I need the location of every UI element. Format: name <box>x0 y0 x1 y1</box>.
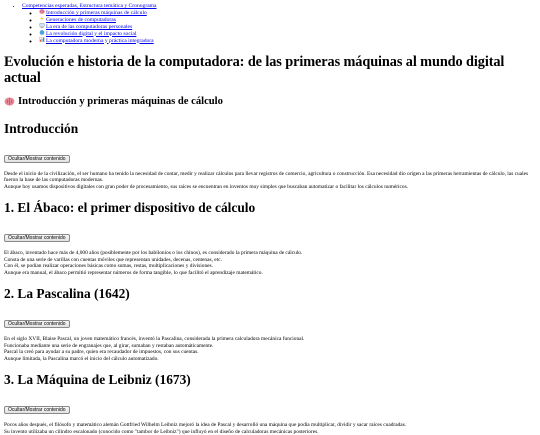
brain-icon <box>39 9 45 14</box>
bar-chart-icon <box>39 37 45 42</box>
text-line: Con él, se podían realizar operaciones básicas como sumas, restas, multiplicaciones y divisiones. <box>4 263 213 270</box>
text-line: El ábaco, inventado hace más de 4,000 años (posiblemente por los babilonios o los chinos), es considerado la primera máquina de cálculo. <box>4 250 303 257</box>
toc-main-link[interactable]: Competencias esperadas, Estructura temática y Cronograma <box>22 3 157 9</box>
text-line: Desde el inicio de la civilización, el ser humano ha tenido la necesidad de contar, medir y realizar cálculos para llevar registros de comercio, agricultura o construcción. Esa necesidad dio origen a las primeras herramientas de cálculo, las cuales fueron la base de las computadoras modernas. <box>4 170 529 184</box>
content-block-introduccion <box>4 121 536 191</box>
text-line: Funcionaba mediante una serie de engranajes que, al girar, sumaban y restaban automáticamente. <box>4 342 214 349</box>
block-text <box>4 250 536 276</box>
block-text <box>4 171 536 191</box>
table-of-contents <box>4 3 536 44</box>
text-line: Aunque era manual, el ábaco permitió representar números de forma tangible, lo que facilitó el aprendizaje matemático. <box>4 269 263 276</box>
text-line: Su invento utilizaba un cilindro escalonado (conocido como "tambor de Leibniz") que influyó en el diseño de calculadoras mecánicas posteriores. <box>4 428 319 435</box>
text-line: Aunque hoy usamos dispositivos digitales con gran poder de procesamiento, sus raíces se encuentran en inventos muy simples que buscaban automatizar o facilitar los cálculos numéricos. <box>4 183 409 190</box>
toggle-content-button[interactable]: Ocultar/Mostrar contenido <box>4 320 70 328</box>
text-line: Aunque limitada, la Pascalina marcó el inicio del cálculo automatizado. <box>4 355 159 362</box>
toc-item-introduccion <box>39 9 536 16</box>
page-title: Evolución e historia de la computadora: de las primeras máquinas al mundo digital actual <box>4 53 505 86</box>
content-block-abaco <box>4 200 536 276</box>
section-heading <box>4 96 536 108</box>
toc-link-introduccion[interactable]: Introducción y primeras máquinas de cálculo <box>39 10 147 16</box>
text-line: Pascal la creó para ayudar a su padre, quien era recaudador de impuestos, con sus cuentas. <box>4 349 199 356</box>
toc-main-item <box>22 3 536 44</box>
toc-link-era-personales[interactable]: La era de las computadoras personales <box>39 24 132 30</box>
computer-icon <box>39 23 45 28</box>
toc-link-generaciones[interactable]: Generaciones de computadoras <box>39 17 116 23</box>
text-line: Pocos años después, el filósofo y matemático alemán Gottfried Wilhelm Leibniz mejoró la idea de Pascal y desarrolló una máquina que podía multiplicar, dividir y sacar raíces cuadradas. <box>4 422 407 429</box>
block-heading: Introducción <box>4 120 79 136</box>
block-text <box>4 422 536 435</box>
block-heading: 1. El Ábaco: el primer dispositivo de cálculo <box>4 200 256 216</box>
toc-item-moderna <box>39 37 536 44</box>
toggle-content-button[interactable]: Ocultar/Mostrar contenido <box>4 155 70 163</box>
globe-icon <box>39 30 45 35</box>
section-title: Introducción y primeras máquinas de cálculo <box>18 95 223 107</box>
lightning-icon <box>39 16 45 21</box>
brain-icon <box>4 97 15 106</box>
block-text <box>4 336 536 362</box>
text-line: En el siglo XVII, Blaise Pascal, un joven matemático francés, inventó la Pascalina, considerada la primera calculadora mecánica funcional. <box>4 336 305 343</box>
toc-link-moderna[interactable]: La computadora moderna y práctica integradora <box>39 38 154 44</box>
toggle-content-button[interactable]: Ocultar/Mostrar contenido <box>4 406 70 414</box>
toc-link-revolucion[interactable]: La revolución digital y el impacto social <box>39 31 136 37</box>
content-block-leibniz <box>4 372 536 435</box>
toc-item-revolucion <box>39 30 536 37</box>
toc-sublist <box>22 9 536 44</box>
toggle-content-button[interactable]: Ocultar/Mostrar contenido <box>4 234 70 242</box>
block-heading: 2. La Pascalina (1642) <box>4 286 130 302</box>
toc-item-era-personales <box>39 23 536 30</box>
text-line: Consta de una serie de varillas con cuentas móviles que representan unidades, decenas, centenas, etc. <box>4 256 222 263</box>
block-heading: 3. La Máquina de Leibniz (1673) <box>4 372 191 388</box>
content-block-pascalina <box>4 286 536 362</box>
toc-item-generaciones <box>39 16 536 23</box>
